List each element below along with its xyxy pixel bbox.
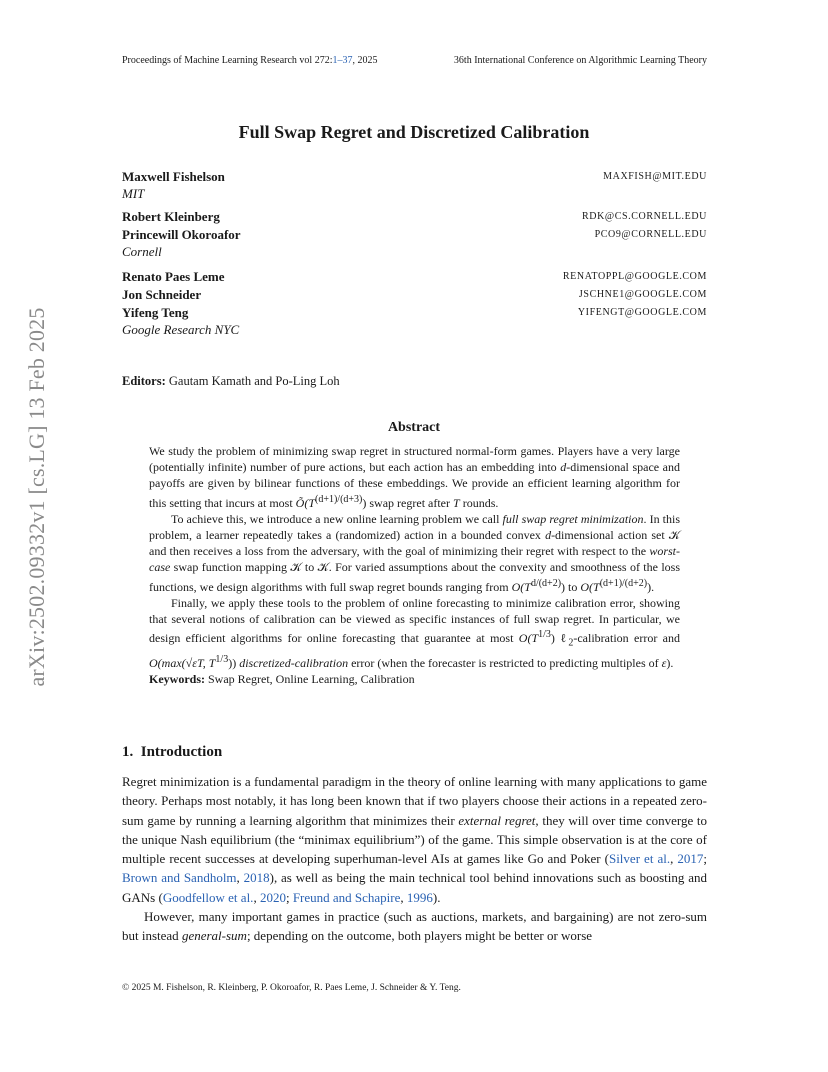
citation-link[interactable]: Freund and Schapire xyxy=(292,889,401,905)
introduction-body xyxy=(122,772,707,946)
author-email: JSCHNE1@GOOGLE.COM xyxy=(578,289,707,300)
citation-link[interactable]: Goodfellow et al. xyxy=(162,889,254,905)
author-email: MAXFISH@MIT.EDU xyxy=(603,171,707,182)
keywords-list: Swap Regret, Online Learning, Calibration xyxy=(208,672,415,687)
author-email: YIFENGT@GOOGLE.COM xyxy=(577,307,707,318)
journal-info: Proceedings of Machine Learning Research vol 272:1–37, 2025 xyxy=(122,55,378,66)
editors-label: Editors: xyxy=(122,374,166,388)
author-name: Yifeng Teng xyxy=(122,305,189,320)
calibration-bound: O(max(√εT, $T^{1/3}$ xyxy=(149,653,229,670)
citation-year-link[interactable]: 2017 xyxy=(677,851,704,867)
page-range-link[interactable]: 1–37 xyxy=(332,55,353,66)
arxiv-stamp: arXiv:2502.09332v1 [cs.LG] 13 Feb 2025 xyxy=(24,307,49,687)
author-email: PCO9@CORNELL.EDU xyxy=(594,229,707,240)
author-group-2 xyxy=(122,208,707,262)
editors-line xyxy=(122,374,340,389)
author-row xyxy=(122,208,707,226)
running-head xyxy=(122,55,707,66)
affiliation: MIT xyxy=(122,186,145,201)
citation-year-link[interactable]: 2018 xyxy=(243,870,270,886)
editors-names: Gautam Kamath and Po-Ling Loh xyxy=(168,374,340,388)
keywords xyxy=(149,671,680,687)
conference-name: 36th International Conference on Algorithmic Learning Theory xyxy=(453,55,707,66)
author-email: RENATOPPL@GOOGLE.COM xyxy=(562,271,707,282)
affiliation: Cornell xyxy=(122,244,162,259)
author-group-1 xyxy=(122,168,707,204)
regret-bound: $O(T^{d/(d+2)}$ xyxy=(511,577,562,594)
copyright-footer: © 2025 M. Fishelson, R. Kleinberg, P. Okoroafor, R. Paes Leme, J. Schneider & Y. Teng. xyxy=(122,983,461,993)
author-name: Jon Schneider xyxy=(122,287,202,302)
author-row xyxy=(122,268,707,286)
citation-year-link[interactable]: 2020 xyxy=(259,889,286,905)
citation-link[interactable]: Brown and Sandholm xyxy=(122,870,237,886)
abstract-body xyxy=(149,443,680,687)
calibration-bound: $O(T^{1/3}$ xyxy=(518,629,551,646)
abstract-paragraph: To achieve this, we introduce a new online learning problem we call full swap regret minimization. In this problem, a learner repeatedly takes a (randomized) action in a bounded convex d-dimensional action set 𝒦 and then receives a loss from the adversary, with the goal of minimizing their regret with respect to the worst-case swap function mapping 𝒦 to 𝒦. For varied assumptions about the convexity and smoothness of the loss functions, we design algorithms with full swap regret bounds ranging from $O(T^{d/(d+2)})$ to $O(T^{(d+1)/(d+2)})$. xyxy=(149,511,680,594)
author-row xyxy=(122,226,707,244)
section-heading: 1. Introduction xyxy=(122,744,223,760)
regret-bound: $O(T^{(d+1)/(d+2)}$ xyxy=(580,577,648,594)
author-name: Renato Paes Leme xyxy=(122,269,225,284)
citation-link[interactable]: Silver et al. xyxy=(608,851,671,867)
author-group-3 xyxy=(122,268,707,340)
paper-title: Full Swap Regret and Discretized Calibration xyxy=(238,122,590,142)
citation-year-link[interactable]: 1996 xyxy=(406,889,433,905)
author-row xyxy=(122,168,707,186)
author-email: RDK@CS.CORNELL.EDU xyxy=(581,211,707,222)
body-paragraph: Regret minimization is a fundamental paradigm in the theory of online learning with many applications to game theory. Perhaps most notably, it has long been known that if two players choose their actions in a repeated zero-sum game by running a learning algorithm that minimizes their external regret, they will over time converge to the unique Nash equilibrium (the “minimax equilibrium”) of the game. This simple observation is at the core of multiple recent successes at developing superhuman-level AIs at games like Go and Poker (Silver et al., 2017; Brown and Sandholm, 2018), as well as being the main technical tool behind innovations such as boosting and GANs (Goodfellow et al., 2020; Freund and Schapire, 1996). xyxy=(122,774,708,905)
keywords-label: Keywords: xyxy=(149,672,205,687)
author-name: Robert Kleinberg xyxy=(122,209,220,224)
author-name: Princewill Okoroafor xyxy=(122,227,241,242)
abstract-heading: Abstract xyxy=(387,420,441,435)
abstract-paragraph: Finally, we apply these tools to the problem of online forecasting to minimize calibration error, showing that several notions of calibration can be viewed as specific instances of full swap regret. In particular, we design efficient algorithms for online forecasting that guarantee at most $O(T^{1/3})$ ℓ$_2$-calibration error and O(max(√εT, $T^{1/3}$)) discretized-calibration error (when the forecaster is restricted to predicting multiples of ε). xyxy=(149,595,680,670)
author-row xyxy=(122,286,707,304)
affiliation: Google Research NYC xyxy=(122,322,240,337)
body-paragraph: However, many important games in practice (such as auctions, markets, and bargaining) are not zero-sum but instead general-sum; depending on the outcome, both players might be better or worse xyxy=(122,909,707,944)
regret-bound: $Õ(T^{(d+1)/(d+3)}$ xyxy=(295,493,363,510)
author-row xyxy=(122,304,707,322)
author-name: Maxwell Fishelson xyxy=(122,169,225,184)
abstract-paragraph: We study the problem of minimizing swap regret in structured normal-form games. Players have a very large (potentially infinite) number of pure actions, but each action has an embedding into d-dimensional space and payoffs are given by bilinear functions of these embeddings. We provide an efficient learning algorithm for this setting that incurs at most $Õ(T^{(d+1)/(d+3)})$ swap regret after T rounds. xyxy=(149,444,680,510)
